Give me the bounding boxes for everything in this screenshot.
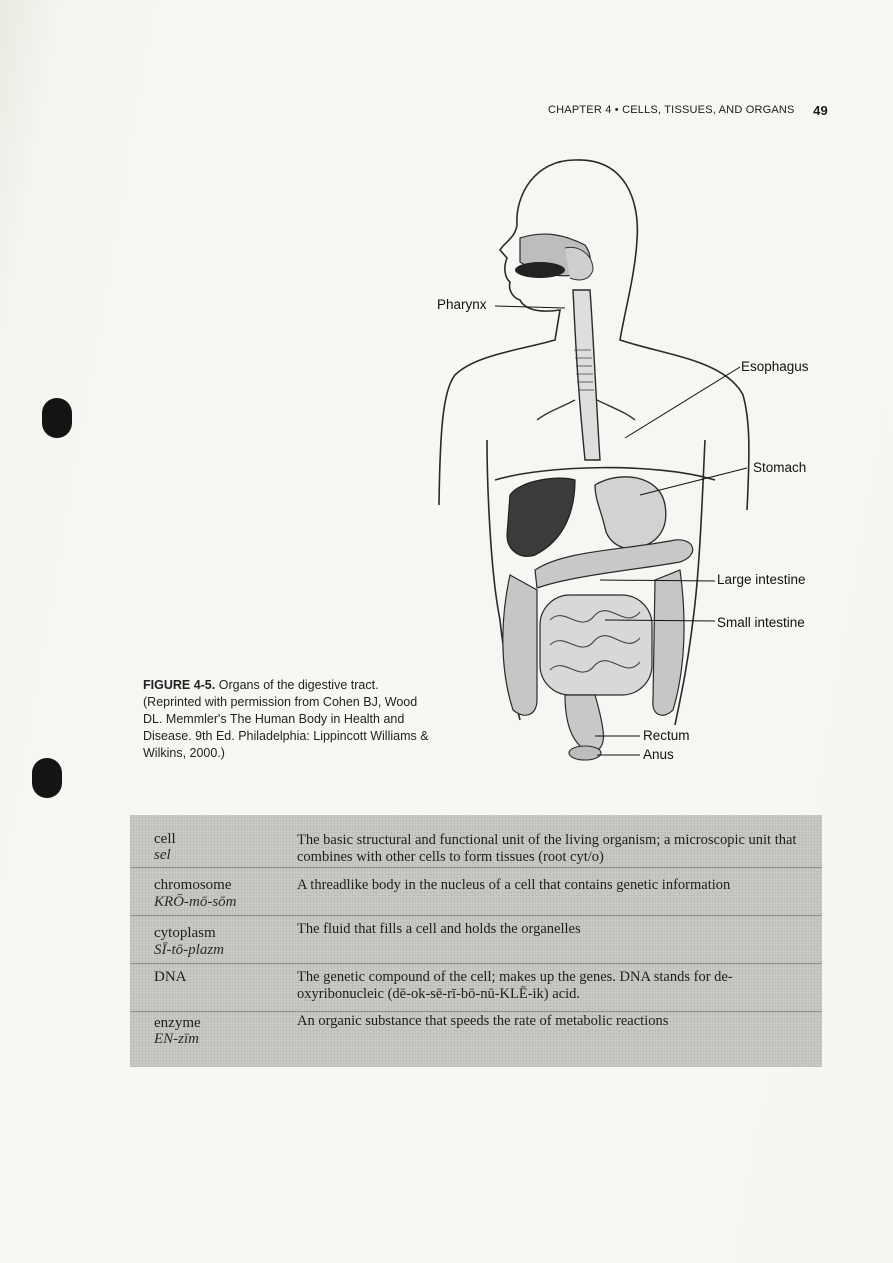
glossary-definition: An organic substance that speeds the rate of metabolic reactions	[297, 1013, 669, 1029]
label-rectum: Rectum	[643, 728, 690, 743]
running-head-title: CHAPTER 4 • CELLS, TISSUES, AND ORGANS	[548, 104, 795, 116]
label-anus: Anus	[643, 747, 674, 762]
glossary-term: enzyme	[154, 1015, 201, 1031]
glossary-pronunciation: SĪ-tō-plazm	[154, 942, 224, 958]
binder-hole-bottom	[32, 758, 62, 798]
glossary-row	[130, 963, 822, 1012]
glossary-term: cytoplasm	[154, 925, 216, 941]
binder-hole-top	[42, 398, 72, 438]
glossary-pronunciation: sel	[154, 847, 171, 863]
glossary-definition: A threadlike body in the nucleus of a cell that contains genetic information	[297, 877, 731, 893]
caption-title: FIGURE 4-5.	[143, 678, 216, 692]
glossary-definition: The basic structural and functional unit of the living organism; a microscopic unit that combines with other cells to form tissues (root cyt/o)	[297, 832, 797, 865]
glossary-row	[130, 1011, 822, 1055]
digestive-tract-figure	[425, 150, 845, 770]
glossary-term: chromosome	[154, 877, 232, 893]
label-pharynx: Pharynx	[437, 297, 487, 312]
label-stomach: Stomach	[753, 460, 807, 475]
glossary-row	[130, 915, 822, 964]
glossary-row	[130, 815, 822, 868]
glossary-definition: The genetic compound of the cell; makes up the genes. DNA stands for de-oxyribonucleic (dē-ok-sē-rī-bō-nū-KLĒ-ik) acid.	[297, 969, 733, 1002]
running-head	[548, 104, 828, 116]
caption-text: Organs of the digestive tract. (Reprinted with permission from Cohen BJ, Wood DL. Memmler's The Human Body in Health and Disease. 9th Ed. Philadelphia: Lippincott Williams & Wilkins, 2000.)	[143, 678, 429, 760]
page-number: 49	[813, 103, 828, 118]
glossary-term: cell	[154, 831, 176, 847]
glossary-term: DNA	[154, 969, 187, 985]
glossary-pronunciation: KRŌ-mō-sōm	[154, 894, 237, 910]
label-large-intestine: Large intestine	[717, 572, 806, 587]
figure-caption	[143, 677, 433, 762]
glossary-definition: The fluid that fills a cell and holds the organelles	[297, 921, 581, 937]
glossary-pronunciation: EN-zīm	[154, 1031, 199, 1047]
label-small-intestine: Small intestine	[717, 615, 805, 630]
glossary-row	[130, 867, 822, 916]
label-esophagus: Esophagus	[741, 359, 809, 374]
glossary-table	[130, 815, 822, 1067]
